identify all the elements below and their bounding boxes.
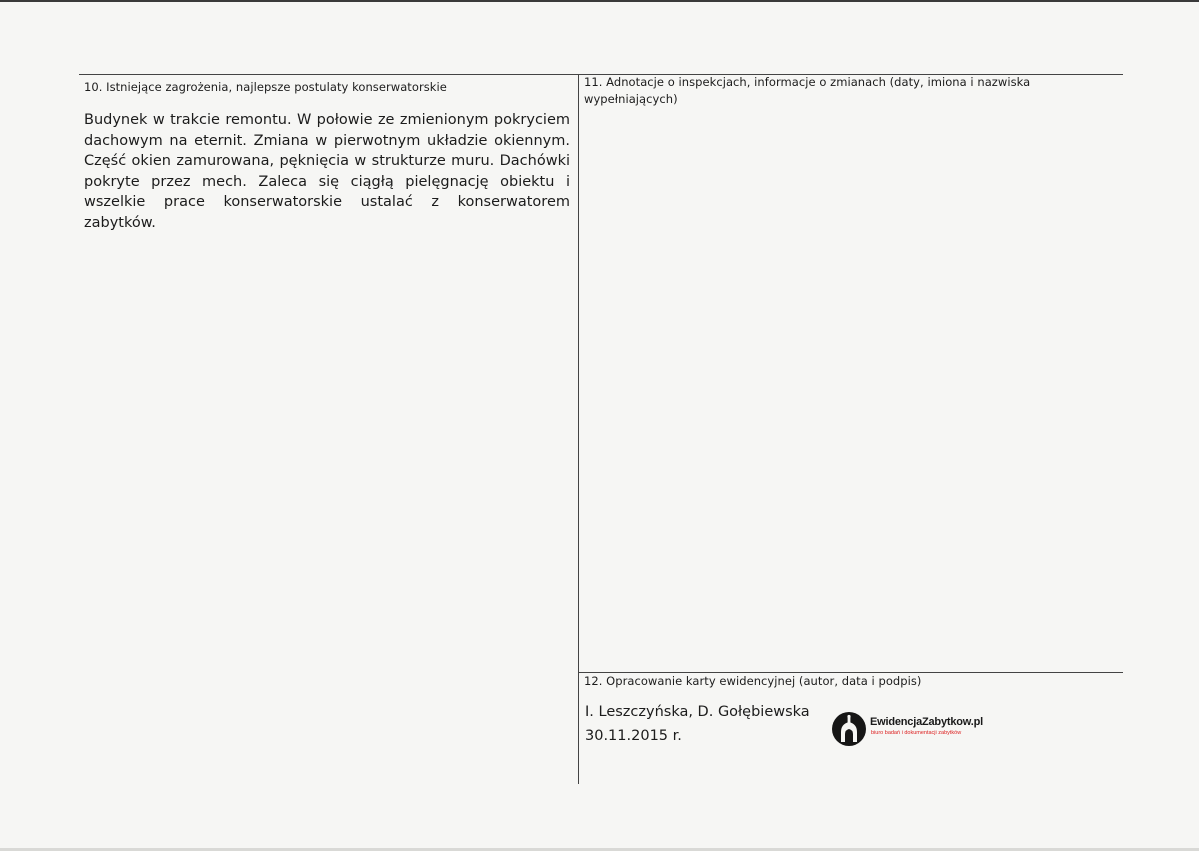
- logo-name: EwidencjaZabytkow.pl: [870, 716, 983, 728]
- section-10-body: Budynek w trakcie remontu. W połowie ze zmienionym pokryciem dachowym na eternit. Zmiana w pierwotnym układzie okiennym. Część okien zamurowana, pęknięcia w strukturze muru. Dachówki pokryte przez mech. Zaleca się ciągłą pielęgnację obiektu i wszelkie prace konserwatorskie ustalać z konserwatorem zabytków.: [84, 112, 570, 231]
- column-divider: [578, 74, 579, 784]
- ewidencja-zabytkow-logo: [831, 711, 1001, 751]
- card-authors: I. Leszczyńska, D. Gołębiewska: [585, 704, 810, 720]
- dome-silhouette-icon: [831, 711, 867, 747]
- section-10-heading: 10. Istniejące zagrożenia, najlepsze postulaty konserwatorskie: [84, 80, 447, 94]
- section-12-heading: 12. Opracowanie karty ewidencyjnej (autor, data i podpis): [584, 674, 922, 688]
- logo-tagline: biuro badań i dokumentacji zabytków: [871, 730, 962, 736]
- evidence-card-page: [0, 2, 1199, 848]
- card-date: 30.11.2015 r.: [585, 728, 682, 744]
- section-11-heading: 11. Adnotacje o inspekcjach, informacje o zmianach (daty, imiona i nazwiska wypełniających): [584, 75, 1031, 106]
